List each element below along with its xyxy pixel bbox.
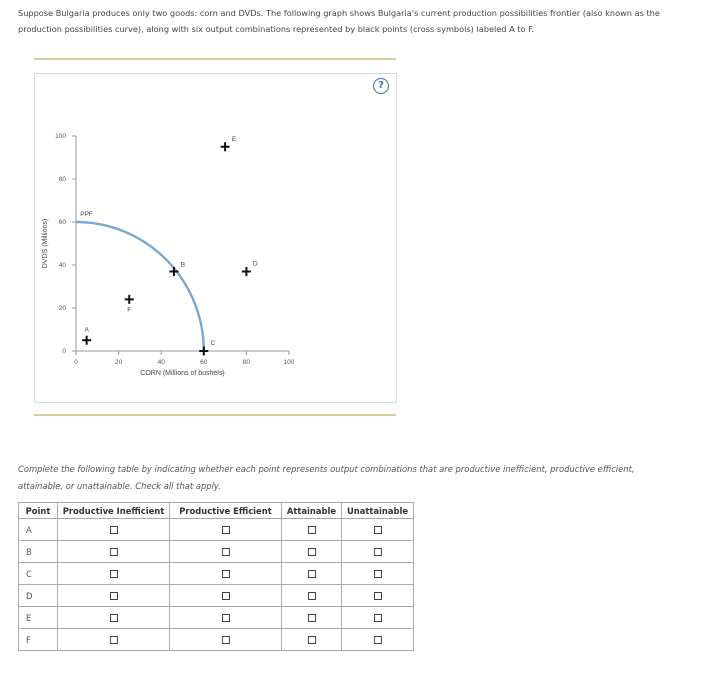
checkbox-productive-inefficient-c[interactable] — [110, 570, 118, 578]
cell-attainable — [282, 629, 342, 651]
header-productive-inefficient: Productive Inefficient — [58, 503, 170, 519]
table-row — [19, 519, 414, 541]
x-tick-label: 60 — [200, 359, 208, 366]
point-c-label: C — [210, 340, 216, 347]
table-row — [19, 585, 414, 607]
x-tick-label: 0 — [74, 359, 78, 366]
point-e-marker — [221, 142, 230, 151]
point-f-marker — [125, 295, 134, 304]
checkbox-productive-inefficient-b[interactable] — [110, 548, 118, 556]
checkbox-productive-efficient-b[interactable] — [222, 548, 230, 556]
y-tick-label: 60 — [58, 219, 66, 226]
point-label: E — [19, 607, 58, 629]
x-tick-label: 40 — [157, 359, 165, 366]
cell-attainable — [282, 563, 342, 585]
point-label: D — [19, 585, 58, 607]
cell-productive-inefficient — [58, 607, 170, 629]
cell-attainable — [282, 519, 342, 541]
point-b-label: B — [180, 261, 186, 269]
point-e-label: E — [231, 135, 237, 143]
checkbox-productive-efficient-e[interactable] — [222, 614, 230, 622]
checkbox-productive-inefficient-a[interactable] — [110, 526, 118, 534]
cell-unattainable — [342, 607, 414, 629]
checkbox-unattainable-e[interactable] — [374, 614, 382, 622]
cell-productive-efficient — [170, 541, 282, 563]
x-tick-label: 100 — [283, 359, 295, 366]
header-point: Point — [19, 503, 58, 519]
y-tick-label: 80 — [58, 176, 66, 183]
cell-productive-inefficient — [58, 585, 170, 607]
x-tick-label: 20 — [114, 359, 123, 366]
cell-productive-efficient — [170, 607, 282, 629]
checkbox-productive-inefficient-d[interactable] — [110, 592, 118, 600]
top-divider — [34, 58, 396, 60]
intro-text: Suppose Bulgaria produces only two goods: corn and DVDs. The following graph shows Bulgaria's current production possibilities frontier (also known as the production possibilities curve), along with six output combinations represented by black points (cross symbols) labeled A to F. — [18, 8, 660, 34]
ppf-curve — [76, 222, 204, 351]
cell-attainable — [282, 585, 342, 607]
bottom-divider — [34, 414, 396, 416]
x-tick-label: 80 — [242, 359, 251, 366]
checkbox-productive-inefficient-e[interactable] — [110, 614, 118, 622]
ppf-label: PPF — [80, 211, 93, 218]
point-c-marker — [199, 347, 208, 356]
point-label: A — [19, 519, 58, 541]
cell-productive-efficient — [170, 563, 282, 585]
point-d-label: D — [253, 260, 258, 268]
point-d-marker — [242, 267, 251, 276]
help-button[interactable]: ? — [373, 78, 389, 94]
checkbox-productive-efficient-f[interactable] — [222, 636, 230, 644]
cell-unattainable — [342, 629, 414, 651]
checkbox-attainable-e[interactable] — [308, 614, 316, 622]
response-table — [18, 502, 414, 651]
y-tick-label: 100 — [55, 133, 66, 140]
point-a-label: A — [84, 326, 89, 334]
checkbox-unattainable-a[interactable] — [374, 526, 382, 534]
point-label: F — [19, 629, 58, 651]
cell-attainable — [282, 541, 342, 563]
checkbox-attainable-c[interactable] — [308, 570, 316, 578]
point-a-marker — [82, 336, 91, 345]
checkbox-productive-efficient-a[interactable] — [222, 526, 230, 534]
cell-productive-inefficient — [58, 629, 170, 651]
checkbox-unattainable-f[interactable] — [374, 636, 382, 644]
instructions-text: Complete the following table by indicating whether each point represents output combinations that are productive inefficient, productive efficient, attainable, or unattainable. Check all that apply. — [18, 464, 635, 491]
ppf-chart — [35, 74, 396, 402]
cell-productive-efficient — [170, 585, 282, 607]
header-unattainable: Unattainable — [342, 503, 414, 519]
cell-productive-inefficient — [58, 563, 170, 585]
checkbox-unattainable-d[interactable] — [374, 592, 382, 600]
checkbox-unattainable-c[interactable] — [374, 570, 382, 578]
table-row — [19, 563, 414, 585]
table-row — [19, 607, 414, 629]
checkbox-productive-efficient-c[interactable] — [222, 570, 230, 578]
x-axis-label: CORN (Millions of bushels) — [140, 370, 225, 377]
cell-productive-efficient — [170, 629, 282, 651]
y-tick-label: 0 — [62, 348, 66, 355]
cell-unattainable — [342, 519, 414, 541]
cell-unattainable — [342, 541, 414, 563]
table-row — [19, 629, 414, 651]
point-f-label: F — [127, 306, 132, 314]
cell-unattainable — [342, 563, 414, 585]
checkbox-attainable-d[interactable] — [308, 592, 316, 600]
cell-unattainable — [342, 585, 414, 607]
cell-productive-inefficient — [58, 519, 170, 541]
header-productive-efficient: Productive Efficient — [170, 503, 282, 519]
checkbox-productive-inefficient-f[interactable] — [110, 636, 118, 644]
point-label: C — [19, 563, 58, 585]
y-tick-label: 40 — [58, 262, 66, 269]
header-attainable: Attainable — [282, 503, 342, 519]
checkbox-productive-efficient-d[interactable] — [222, 592, 230, 600]
checkbox-attainable-f[interactable] — [308, 636, 316, 644]
cell-productive-efficient — [170, 519, 282, 541]
checkbox-attainable-a[interactable] — [308, 526, 316, 534]
y-axis-label: DVDS (Millions) — [42, 218, 49, 269]
checkbox-unattainable-b[interactable] — [374, 548, 382, 556]
cell-attainable — [282, 607, 342, 629]
checkbox-attainable-b[interactable] — [308, 548, 316, 556]
point-label: B — [19, 541, 58, 563]
cell-productive-inefficient — [58, 541, 170, 563]
graph-panel — [34, 73, 397, 403]
y-tick-label: 20 — [58, 305, 66, 312]
table-row — [19, 541, 414, 563]
point-b-marker — [169, 267, 178, 276]
